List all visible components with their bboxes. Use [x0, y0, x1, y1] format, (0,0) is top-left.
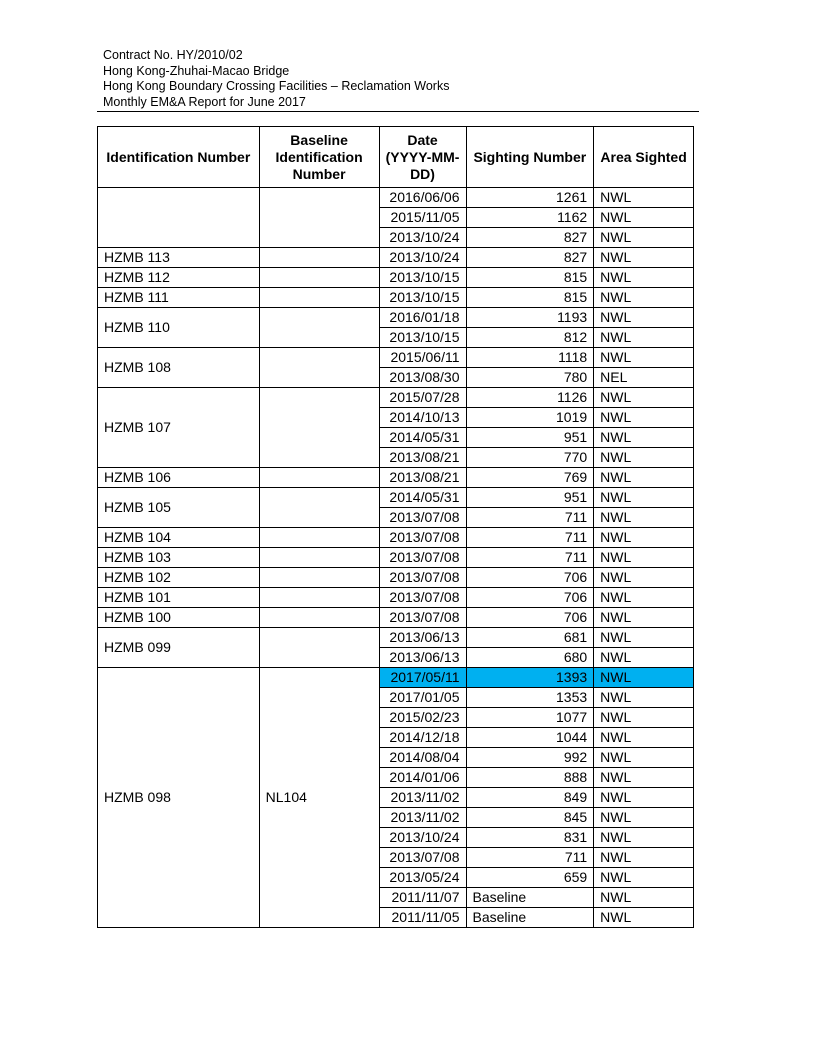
identification-number-cell: HZMB 098	[98, 668, 260, 928]
table-row	[98, 268, 694, 288]
area-sighted-cell: NWL	[594, 308, 694, 328]
baseline-id-cell: NL104	[259, 668, 379, 928]
sighting-number-cell: 1393	[466, 668, 594, 688]
date-cell: 2014/01/06	[379, 768, 466, 788]
date-cell: 2013/07/08	[379, 848, 466, 868]
date-cell: 2017/05/11	[379, 668, 466, 688]
report-header	[103, 48, 449, 110]
baseline-id-cell	[259, 628, 379, 668]
area-sighted-cell: NWL	[594, 568, 694, 588]
sighting-number-cell: 1077	[466, 708, 594, 728]
baseline-id-cell	[259, 288, 379, 308]
date-cell: 2015/07/28	[379, 388, 466, 408]
identification-number-cell: HZMB 105	[98, 488, 260, 528]
sighting-number-cell: 680	[466, 648, 594, 668]
area-sighted-cell: NWL	[594, 808, 694, 828]
date-cell: 2015/02/23	[379, 708, 466, 728]
area-sighted-cell: NWL	[594, 268, 694, 288]
baseline-id-cell	[259, 388, 379, 468]
table-header-row	[98, 127, 694, 188]
area-sighted-cell: NEL	[594, 368, 694, 388]
area-sighted-cell: NWL	[594, 688, 694, 708]
table-row	[98, 568, 694, 588]
sighting-number-cell: 681	[466, 628, 594, 648]
baseline-id-cell	[259, 588, 379, 608]
sighting-number-cell: 1261	[466, 188, 594, 208]
area-sighted-cell: NWL	[594, 868, 694, 888]
date-cell: 2013/10/15	[379, 328, 466, 348]
identification-number-cell: HZMB 100	[98, 608, 260, 628]
table-row	[98, 188, 694, 208]
area-sighted-cell: NWL	[594, 668, 694, 688]
area-sighted-cell: NWL	[594, 648, 694, 668]
area-sighted-cell: NWL	[594, 748, 694, 768]
sighting-number-cell: 659	[466, 868, 594, 888]
identification-number-cell: HZMB 106	[98, 468, 260, 488]
area-sighted-cell: NWL	[594, 348, 694, 368]
col-sighting-number: Sighting Number	[466, 127, 594, 188]
table-row	[98, 388, 694, 408]
sighting-number-cell: 711	[466, 548, 594, 568]
identification-number-cell: HZMB 111	[98, 288, 260, 308]
area-sighted-cell: NWL	[594, 248, 694, 268]
identification-number-cell	[98, 188, 260, 248]
sighting-number-cell: 1044	[466, 728, 594, 748]
date-cell: 2015/11/05	[379, 208, 466, 228]
baseline-id-cell	[259, 528, 379, 548]
header-divider	[97, 111, 699, 112]
area-sighted-cell: NWL	[594, 908, 694, 928]
identification-number-cell: HZMB 108	[98, 348, 260, 388]
sighting-number-cell: Baseline	[466, 908, 594, 928]
date-cell: 2013/08/21	[379, 448, 466, 468]
date-cell: 2014/12/18	[379, 728, 466, 748]
header-report: Monthly EM&A Report for June 2017	[103, 94, 306, 109]
sighting-number-cell: 951	[466, 428, 594, 448]
date-cell: 2014/05/31	[379, 428, 466, 448]
area-sighted-cell: NWL	[594, 828, 694, 848]
area-sighted-cell: NWL	[594, 608, 694, 628]
area-sighted-cell: NWL	[594, 208, 694, 228]
sighting-number-cell: 849	[466, 788, 594, 808]
identification-number-cell: HZMB 112	[98, 268, 260, 288]
area-sighted-cell: NWL	[594, 728, 694, 748]
baseline-id-cell	[259, 348, 379, 388]
identification-number-cell: HZMB 107	[98, 388, 260, 468]
table-row	[98, 668, 694, 688]
area-sighted-cell: NWL	[594, 508, 694, 528]
sighting-number-cell: 888	[466, 768, 594, 788]
sighting-number-cell: 827	[466, 228, 594, 248]
table-row	[98, 608, 694, 628]
sighting-number-cell: 812	[466, 328, 594, 348]
area-sighted-cell: NWL	[594, 188, 694, 208]
date-cell: 2013/11/02	[379, 788, 466, 808]
date-cell: 2013/10/15	[379, 288, 466, 308]
table-row	[98, 248, 694, 268]
col-identification-number: Identification Number	[98, 127, 260, 188]
sighting-number-cell: 711	[466, 528, 594, 548]
area-sighted-cell: NWL	[594, 408, 694, 428]
sighting-number-cell: 1353	[466, 688, 594, 708]
area-sighted-cell: NWL	[594, 228, 694, 248]
identification-number-cell: HZMB 113	[98, 248, 260, 268]
area-sighted-cell: NWL	[594, 388, 694, 408]
area-sighted-cell: NWL	[594, 708, 694, 728]
sighting-number-cell: 711	[466, 508, 594, 528]
date-cell: 2015/06/11	[379, 348, 466, 368]
sighting-number-cell: 706	[466, 568, 594, 588]
date-cell: 2013/08/21	[379, 468, 466, 488]
sighting-number-cell: 1118	[466, 348, 594, 368]
area-sighted-cell: NWL	[594, 468, 694, 488]
area-sighted-cell: NWL	[594, 488, 694, 508]
date-cell: 2011/11/07	[379, 888, 466, 908]
identification-number-cell: HZMB 103	[98, 548, 260, 568]
area-sighted-cell: NWL	[594, 448, 694, 468]
table-body	[98, 188, 694, 928]
date-cell: 2013/08/30	[379, 368, 466, 388]
date-cell: 2013/06/13	[379, 628, 466, 648]
date-cell: 2014/10/13	[379, 408, 466, 428]
date-cell: 2014/05/31	[379, 488, 466, 508]
sighting-number-cell: 706	[466, 588, 594, 608]
date-cell: 2013/11/02	[379, 808, 466, 828]
area-sighted-cell: NWL	[594, 328, 694, 348]
baseline-id-cell	[259, 248, 379, 268]
date-cell: 2013/07/08	[379, 508, 466, 528]
date-cell: 2011/11/05	[379, 908, 466, 928]
baseline-id-cell	[259, 488, 379, 528]
date-cell: 2017/01/05	[379, 688, 466, 708]
area-sighted-cell: NWL	[594, 548, 694, 568]
table-row	[98, 348, 694, 368]
baseline-id-cell	[259, 548, 379, 568]
table-row	[98, 488, 694, 508]
area-sighted-cell: NWL	[594, 768, 694, 788]
date-cell: 2016/06/06	[379, 188, 466, 208]
date-cell: 2013/07/08	[379, 608, 466, 628]
area-sighted-cell: NWL	[594, 788, 694, 808]
sighting-number-cell: 1126	[466, 388, 594, 408]
area-sighted-cell: NWL	[594, 588, 694, 608]
identification-number-cell: HZMB 102	[98, 568, 260, 588]
date-cell: 2013/07/08	[379, 528, 466, 548]
date-cell: 2013/07/08	[379, 568, 466, 588]
date-cell: 2013/06/13	[379, 648, 466, 668]
baseline-id-cell	[259, 468, 379, 488]
header-facility: Hong Kong Boundary Crossing Facilities – Reclamation Works	[103, 79, 450, 93]
table-row	[98, 528, 694, 548]
sighting-number-cell: 711	[466, 848, 594, 868]
date-cell: 2013/07/08	[379, 588, 466, 608]
sighting-number-cell: 769	[466, 468, 594, 488]
table-row	[98, 588, 694, 608]
identification-number-cell: HZMB 104	[98, 528, 260, 548]
sighting-number-cell: 706	[466, 608, 594, 628]
sighting-number-cell: 1019	[466, 408, 594, 428]
header-project: Hong Kong-Zhuhai-Macao Bridge	[103, 63, 290, 78]
identification-number-cell: HZMB 110	[98, 308, 260, 348]
identification-number-cell: HZMB 101	[98, 588, 260, 608]
date-cell: 2013/05/24	[379, 868, 466, 888]
area-sighted-cell: NWL	[594, 528, 694, 548]
sighting-number-cell: Baseline	[466, 888, 594, 908]
date-cell: 2014/08/04	[379, 748, 466, 768]
sighting-number-cell: 770	[466, 448, 594, 468]
col-date: Date (YYYY-MM-DD)	[379, 127, 466, 188]
sighting-number-cell: 951	[466, 488, 594, 508]
area-sighted-cell: NWL	[594, 428, 694, 448]
sighting-number-cell: 1162	[466, 208, 594, 228]
date-cell: 2013/10/15	[379, 268, 466, 288]
baseline-id-cell	[259, 608, 379, 628]
baseline-id-cell	[259, 308, 379, 348]
sighting-number-cell: 815	[466, 288, 594, 308]
identification-number-cell: HZMB 099	[98, 628, 260, 668]
area-sighted-cell: NWL	[594, 888, 694, 908]
sighting-number-cell: 815	[466, 268, 594, 288]
date-cell: 2013/10/24	[379, 828, 466, 848]
sighting-number-cell: 827	[466, 248, 594, 268]
date-cell: 2013/07/08	[379, 548, 466, 568]
area-sighted-cell: NWL	[594, 848, 694, 868]
sighting-number-cell: 780	[466, 368, 594, 388]
table-row	[98, 548, 694, 568]
sighting-number-cell: 992	[466, 748, 594, 768]
sighting-table	[97, 126, 694, 928]
col-area-sighted: Area Sighted	[594, 127, 694, 188]
sighting-number-cell: 845	[466, 808, 594, 828]
date-cell: 2013/10/24	[379, 248, 466, 268]
sighting-number-cell: 1193	[466, 308, 594, 328]
sighting-number-cell: 831	[466, 828, 594, 848]
area-sighted-cell: NWL	[594, 288, 694, 308]
table-row	[98, 308, 694, 328]
table-row	[98, 468, 694, 488]
table-row	[98, 628, 694, 648]
col-baseline-identification-number: Baseline Identification Number	[259, 127, 379, 188]
baseline-id-cell	[259, 568, 379, 588]
baseline-id-cell	[259, 268, 379, 288]
baseline-id-cell	[259, 188, 379, 248]
area-sighted-cell: NWL	[594, 628, 694, 648]
header-contract: Contract No. HY/2010/02	[103, 48, 243, 62]
date-cell: 2013/10/24	[379, 228, 466, 248]
table-row	[98, 288, 694, 308]
date-cell: 2016/01/18	[379, 308, 466, 328]
